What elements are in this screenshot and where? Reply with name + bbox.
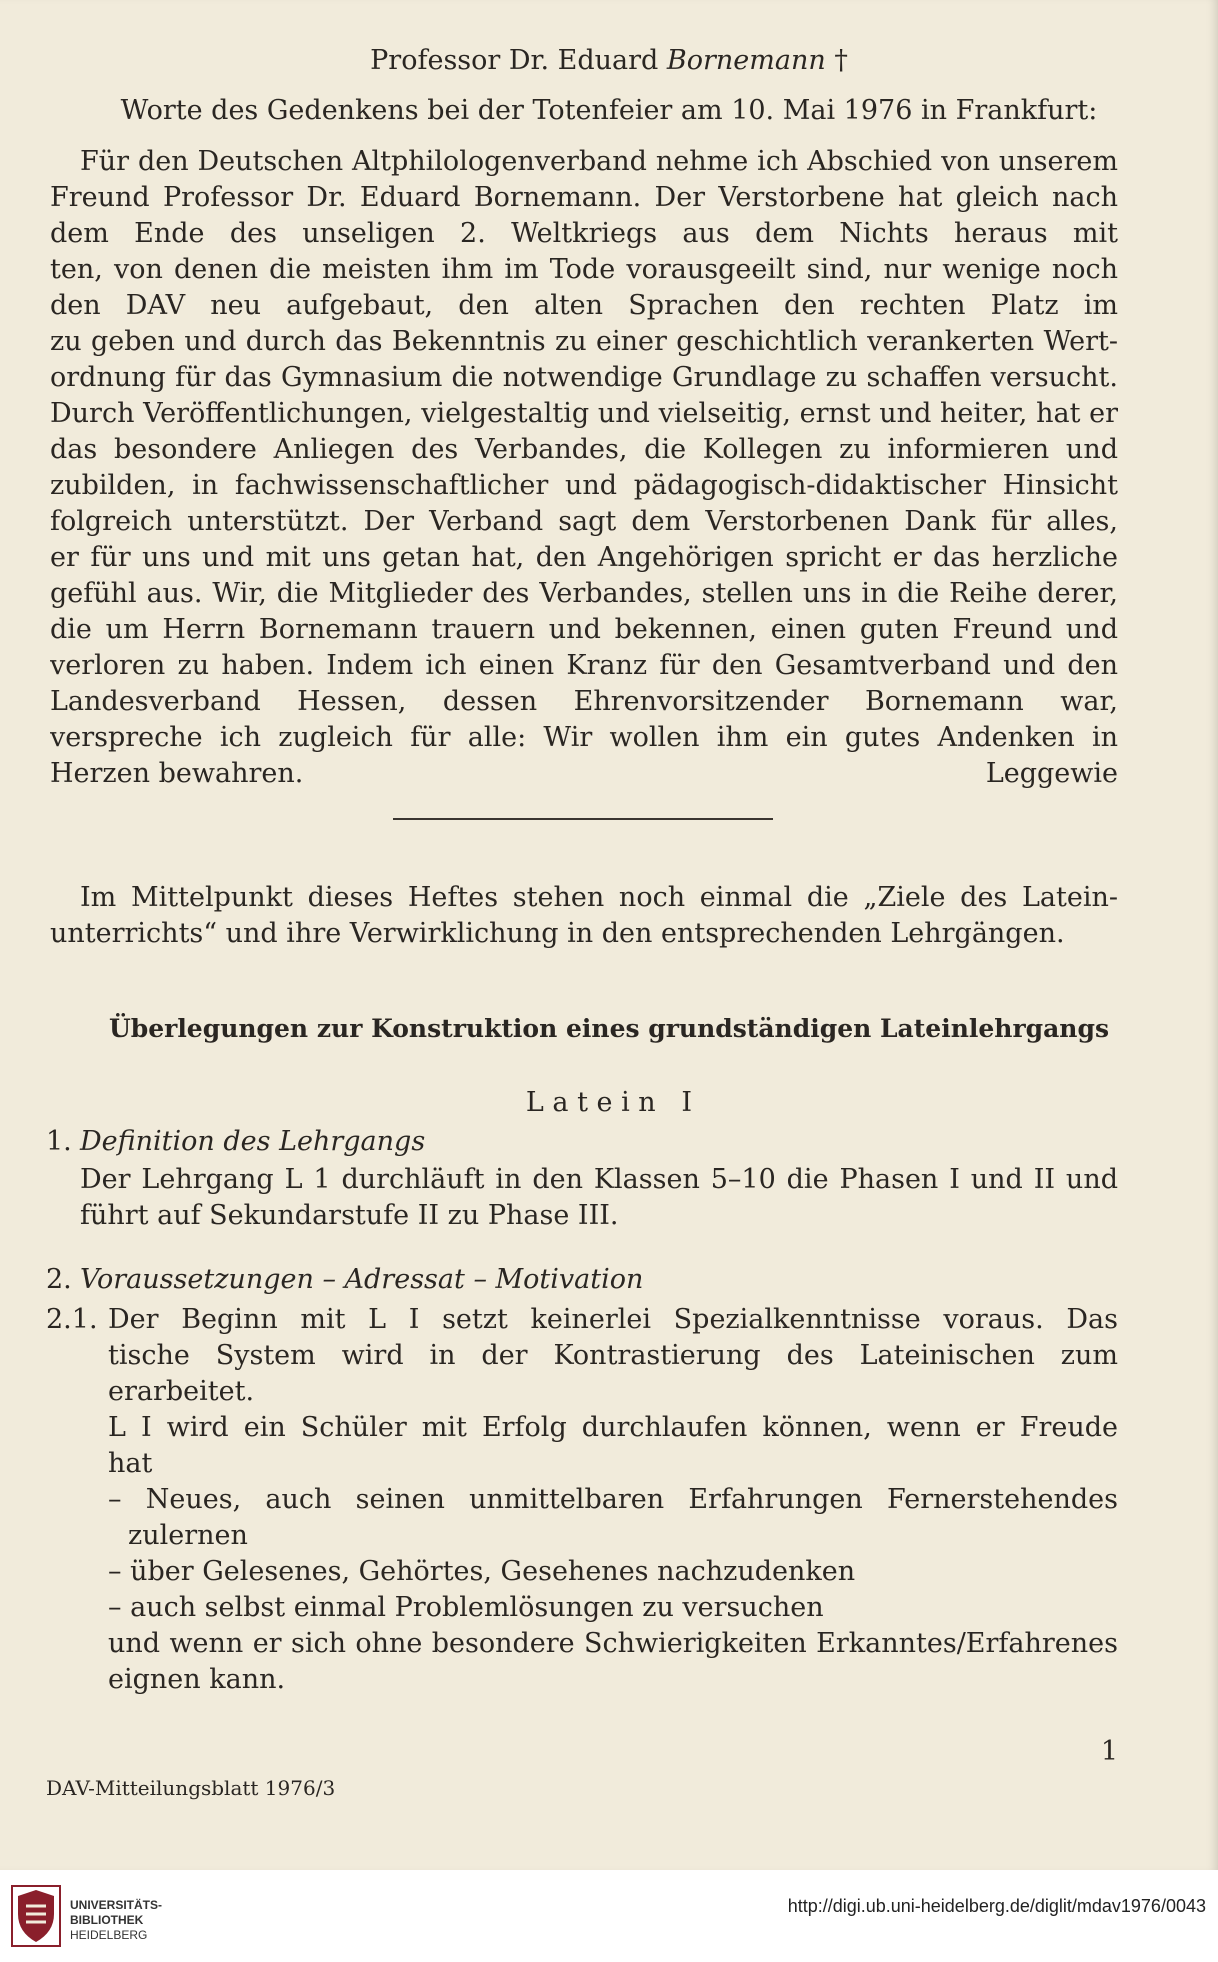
eulogy-line: verloren zu haben. Indem ich einen Kranz für den Gesamtverband und den [50, 650, 1118, 681]
intro-last-line: unterrichts“ und ihre Verwirklichung in den entsprechenden Lehrgängen. [50, 918, 1065, 949]
section-2-1-number: 2.1. [46, 1304, 98, 1335]
section-2-1-line: Der Beginn mit L I setzt keinerlei Spezialkenntnisse voraus. Das [108, 1304, 1118, 1335]
eulogy-signature: Leggewie [985, 758, 1118, 789]
closing-last-line: eignen kann. [108, 1664, 286, 1695]
source-url-link[interactable]: http://digi.ub.uni-heidelberg.de/diglit/mdav1976/0043 [787, 1896, 1206, 1916]
eulogy-line: die um Herrn Bornemann trauern und bekennen, einen guten Freund und [50, 614, 1118, 645]
eulogy-line: Freund Professor Dr. Eduard Bornemann. Der Verstorbene hat gleich nach [50, 182, 1118, 213]
eulogy-last-line: Herzen bewahren. [50, 758, 304, 789]
section-1-number: 1. [46, 1126, 72, 1157]
intro-line: Im Mittelpunkt dieses Heftes stehen noch einmal die „Ziele des Latein- [80, 882, 1118, 913]
section-1-last-line: führt auf Sekundarstufe II zu Phase III. [80, 1200, 619, 1231]
logo-line-3: HEIDELBERG [70, 1928, 148, 1942]
library-logo-icon [10, 1884, 62, 1948]
eulogy-line: dem Ende des unseligen 2. Weltkriegs aus dem Nichts heraus mit [50, 218, 1118, 249]
library-footer [0, 1870, 1218, 1962]
journal-name: DAV-Mitteilungsblatt 1976/3 [46, 1776, 336, 1800]
section-2-1-line: tische System wird in der Kontrastierung des Lateinischen zum [108, 1340, 1118, 1371]
title-cross: † [825, 45, 848, 76]
eulogy-line: den DAV neu aufgebaut, den alten Sprachen den rechten Platz im [50, 290, 1118, 321]
bullet-item: – Neues, auch seinen unmittelbaren Erfahrungen Fernerstehendes [108, 1484, 1118, 1515]
eulogy-line: das besondere Anliegen des Verbandes, die Kollegen zu informieren und [50, 434, 1118, 465]
eulogy-line: ten, von denen die meisten ihm im Tode vorausgeeilt sind, nur wenige noch [50, 254, 1118, 285]
library-logo-text [70, 1898, 162, 1943]
logo-line-1: UNIVERSITÄTS- [70, 1898, 163, 1912]
eulogy-line: Für den Deutschen Altphilologenverband nehme ich Abschied von unserem [80, 146, 1118, 177]
eulogy-line: verspreche ich zugleich für alle: Wir wollen ihm ein gutes Andenken in [50, 722, 1118, 753]
section-2-1-p2-line: L I wird ein Schüler mit Erfolg durchlaufen können, wenn er Freude [108, 1412, 1118, 1443]
section-2-title: Voraussetzungen – Adressat – Motivation [80, 1264, 644, 1295]
title-prefix: Professor Dr. Eduard [370, 45, 667, 76]
article-subheading: L a t e i n I [525, 1087, 693, 1118]
eulogy-line: Landesverband Hessen, dessen Ehrenvorsitzender Bornemann war, [50, 686, 1118, 717]
eulogy-line: ordnung für das Gymnasium die notwendige Grundlage zu schaffen versucht. [50, 362, 1118, 393]
eulogy-line: Durch Veröffentlichungen, vielgestaltig und vielseitig, ernst und heiter, hat er [50, 398, 1118, 429]
page-subtitle: Worte des Gedenkens bei der Totenfeier am 10. Mai 1976 in Frankfurt: [120, 95, 1098, 126]
section-1-title: Definition des Lehrgangs [80, 1126, 426, 1157]
eulogy-line: er für uns und mit uns getan hat, den Angehörigen spricht er das herzliche [50, 542, 1118, 573]
eulogy-line: zu geben und durch das Bekenntnis zu einer geschichtlich verankerten Wert- [50, 326, 1118, 357]
closing-line: und wenn er sich ohne besondere Schwierigkeiten Erkanntes/Erfahrenes [108, 1628, 1118, 1659]
eulogy-line: gefühl aus. Wir, die Mitglieder des Verbandes, stellen uns in die Reihe derer, [50, 578, 1118, 609]
section-2-1-last-line: erarbeitet. [108, 1376, 255, 1407]
section-2-1-p2-last: hat [108, 1448, 153, 1479]
section-1-line: Der Lehrgang L 1 durchläuft in den Klassen 5–10 die Phasen I und II und [80, 1164, 1118, 1195]
section-divider [393, 818, 773, 820]
eulogy-line: zubilden, in fachwissenschaftlicher und pädagogisch-didaktischer Hinsicht [50, 470, 1118, 501]
bullet-item: – über Gelesenes, Gehörtes, Gesehenes nachzudenken [108, 1556, 856, 1587]
section-2-number: 2. [46, 1264, 72, 1295]
eulogy-line: folgreich unterstützt. Der Verband sagt dem Verstorbenen Dank für alles, [50, 506, 1118, 537]
title-name: Bornemann [666, 45, 826, 76]
logo-line-2: BIBLIOTHEK [70, 1913, 144, 1927]
page-title [0, 44, 1218, 78]
article-heading: Überlegungen zur Konstruktion eines grundständigen Lateinlehrgangs [108, 1014, 1110, 1043]
bullet-item: – auch selbst einmal Problemlösungen zu versuchen [108, 1592, 824, 1623]
page-number: 1 [1100, 1736, 1118, 1767]
bullet-continuation: zulernen [128, 1520, 248, 1551]
